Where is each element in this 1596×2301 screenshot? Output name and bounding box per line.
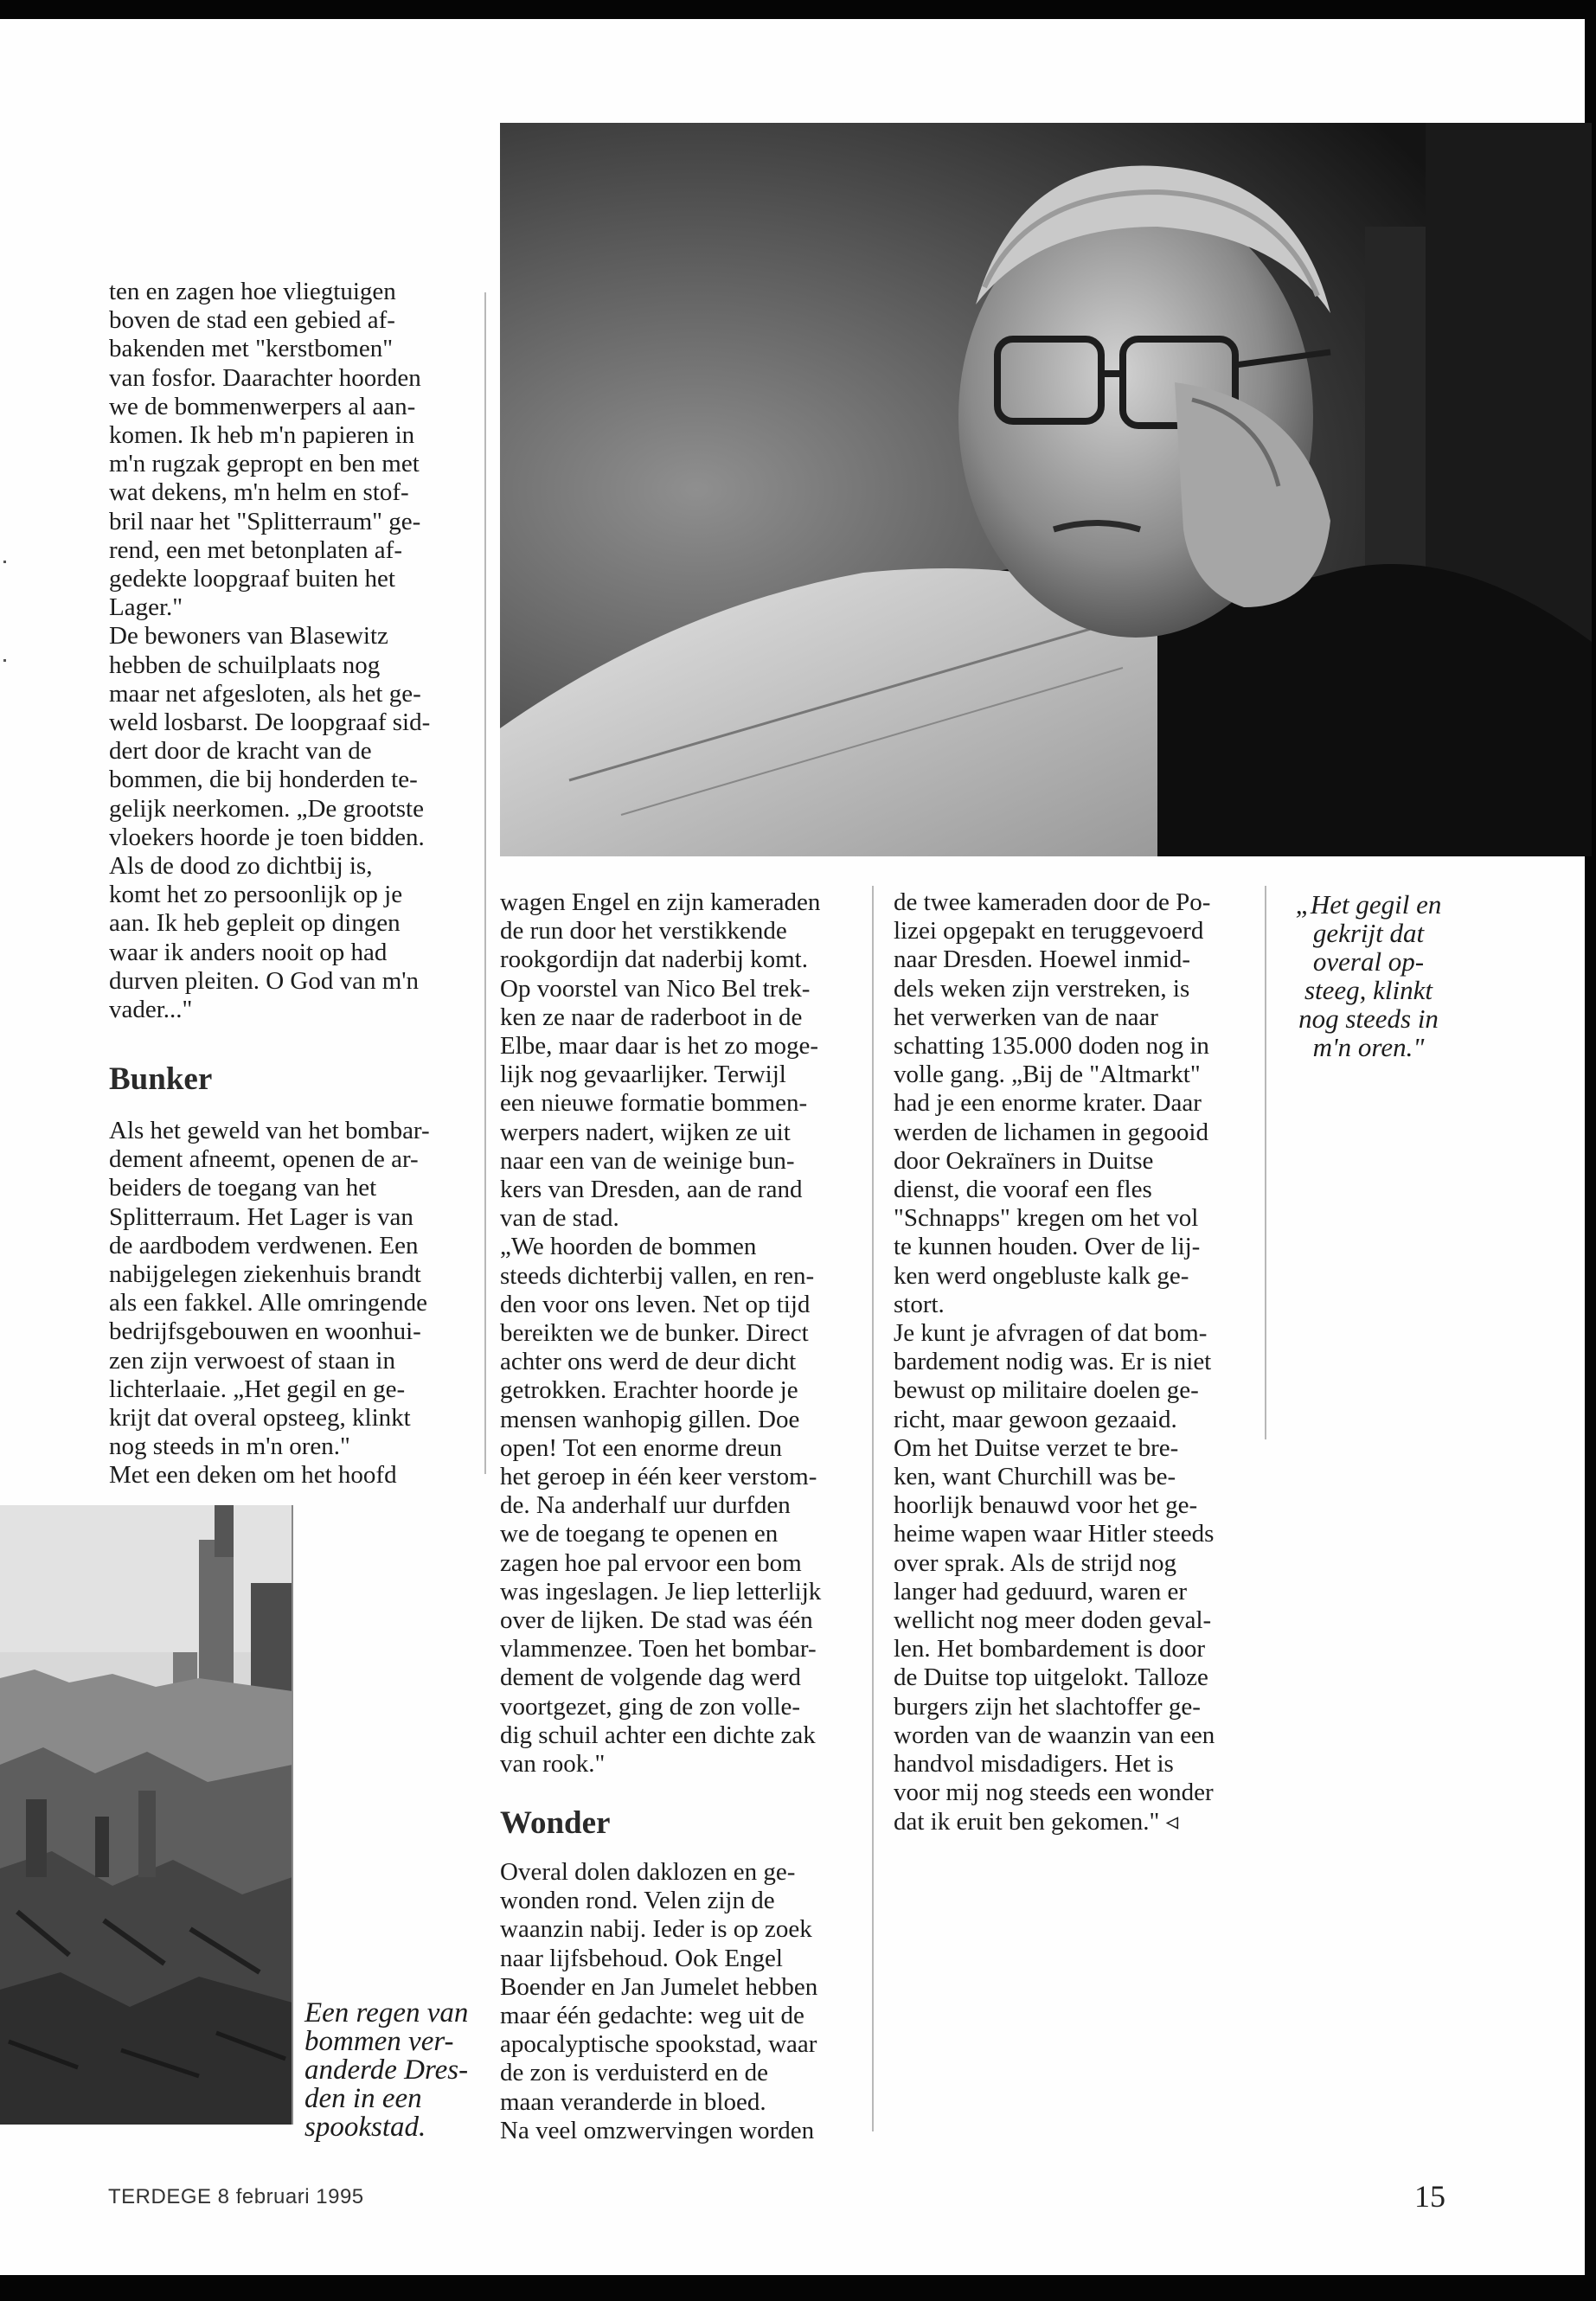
margin-speck [3, 561, 6, 563]
column-rule [484, 292, 486, 1474]
portrait-photo [500, 123, 1592, 856]
column-rule [1265, 886, 1266, 1439]
article-col3-text: de twee kameraden door de Po- lizei opgepakt en teruggevoerd naar Dresden. Hoewel inmid- dels weken zijn verstreken, is het verwerken van de naar schatting 135.000 doden nog in volle gang. „Bij de "Altmarkt" had je een enorme krater. Daar werden de lichamen in gegooid door Oekraïners in Duitse dienst, die vooraf een fles "Schnapps" kregen om het vol te kunnen houden. Over de lij- ken werd ongebluste kalk ge- stort. Je kunt je afvragen of dat bom- bardement nodig was. Er is niet bewust op militaire doelen ge- richt, maar gewoon gezaaid. Om het Duitse verzet te bre- ken, want Churchill was be- hoorlijk benauwd voor het ge- heime wapen waar Hitler steeds over sprak. Als de strijd nog langer had geduurd, waren er wellicht nog meer doden geval- len. Het bombardement is door de Duitse top uitgelokt. Talloze burgers zijn het slachtoffer ge- worden van de waanzin van een handvol misdadigers. Het is voor mij nog steeds een wonder dat ik eruit ben gekomen." ◃ [894, 888, 1215, 1836]
heading-bunker: Bunker [109, 1061, 213, 1097]
pull-quote: „Het gegil en gekrijt dat overal op- steeg, klinkt nog steeds in m'n oren." [1295, 889, 1442, 1062]
photo-edge-line [292, 1505, 293, 2125]
top-frame-edge [0, 0, 1596, 19]
bottom-frame-edge [0, 2275, 1596, 2301]
footer-publication: TERDEGE 8 februari 1995 [108, 2185, 364, 2208]
article-col1-bunker: Als het geweld van het bombar- dement afneemt, openen de ar- beiders de toegang van het Splitterraum. Het Lager is van de aardbodem verdwenen. Een nabijgelegen ziekenhuis brandt als een fakkel. Alle omringende bedrijfsgebouwen en woonhui- zen zijn verwoest of staan in lichterlaaie. „Het gegil en ge- krijt dat overal opsteeg, klinkt nog steeds in m'n oren." Met een deken om het hoofd [109, 1117, 430, 1490]
column-rule [872, 886, 874, 2131]
article-col2-text: wagen Engel en zijn kameraden de run door het verstikkende rookgordijn dat naderbij komt. Op voorstel van Nico Bel trek- ken ze naar de raderboot in de Elbe, maar daar is het zo moge- lijk nog gevaarlijker. Terwijl een nieuwe formatie bommen- werpers nadert, wijken ze uit naar een van de weinige bun- kers van Dresden, aan de rand van de stad. „We hoorden de bommen steeds dichterbij vallen, en ren- den voor ons leven. Net op tijd bereikten we de bunker. Direct achter ons werd de deur dicht getrokken. Erachter hoorde je mensen wanhopig gillen. Doe open! Tot een enorme dreun het geroep in één keer verstom- de. Na anderhalf uur durfden we de toegang te openen en zagen hoe pal ervoor een bom was ingeslagen. Je liep letterlijk over de lijken. De stad was één vlammenzee. Toen het bombar- dement de volgende dag werd voortgezet, ging de zon volle- dig schuil achter een dichte zak van rook." [500, 888, 822, 1779]
article-col1-intro: ten en zagen hoe vliegtuigen boven de stad een gebied af- bakenden met "kerstbomen" van fosfor. Daarachter hoorden we de bommenwerpers al aan- komen. Ik heb m'n papieren in m'n rugzak gepropt en ben met wat dekens, m'n helm en stof- bril naar het "Splitterraum" ge- rend, een met betonplaten af- gedekte loopgraaf buiten het Lager." De bewoners van Blasewitz hebben de schuilplaats nog maar net afgesloten, als het ge- weld losbarst. De loopgraaf sid- dert door de kracht van de bommen, die bij honderden te- gelijk neerkomen. „De grootste vloekers hoorde je toen bidden. Als de dood zo dichtbij is, komt het zo persoonlijk op je aan. Ik heb gepleit op dingen waar ik anders nooit op had durven pleiten. O God van m'n vader..." [109, 278, 431, 1024]
page-number: 15 [1414, 2179, 1445, 2214]
heading-wonder: Wonder [500, 1805, 611, 1841]
margin-speck [3, 659, 6, 662]
ruins-photo [0, 1505, 292, 2125]
photo-caption: Een regen van bommen ver- anderde Dres- den in een spookstad. [304, 1997, 469, 2143]
article-col2-wonder: Overal dolen daklozen en ge- wonden rond. Velen zijn de waanzin nabij. Ieder is op zoek naar lijfsbehoud. Ook Engel Boender en Jan Jumelet hebben maar één gedachte: weg uit de apocalyptische spookstad, waar de zon is verduisterd en de maan veranderde in bloed. Na veel omzwervingen worden [500, 1858, 818, 2144]
